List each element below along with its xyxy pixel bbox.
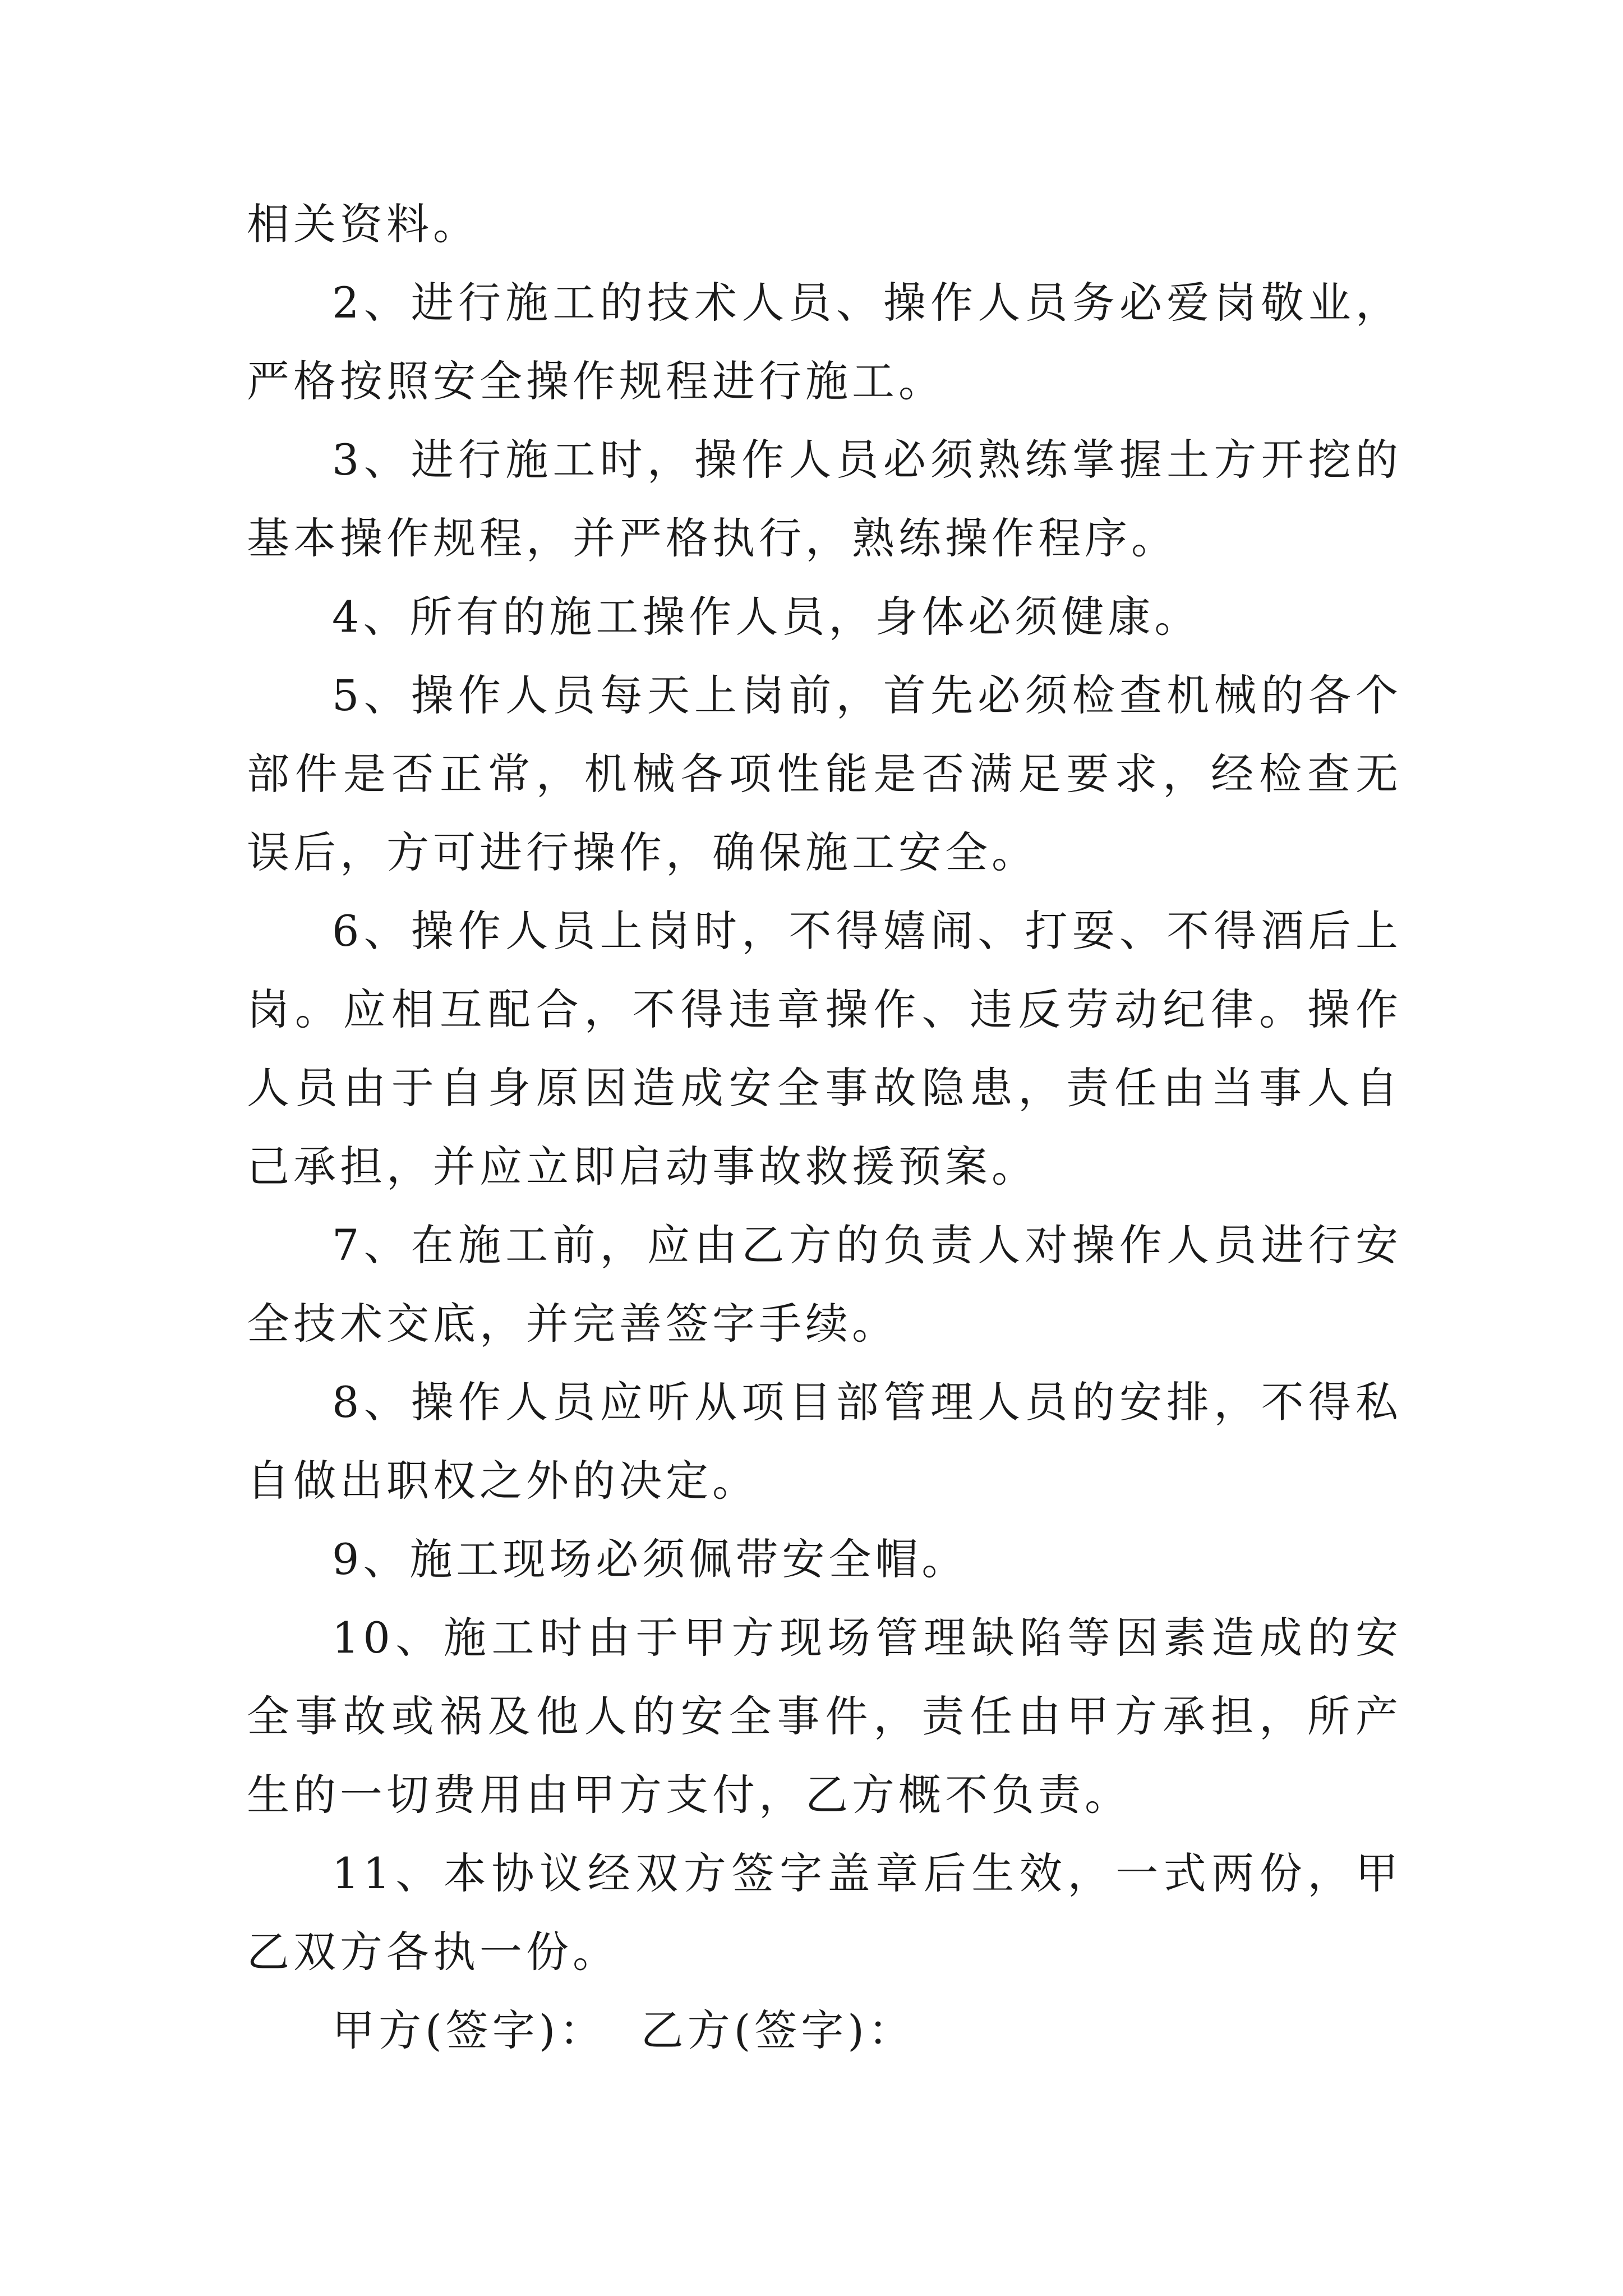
signature-line xyxy=(247,1991,1402,2070)
document-body xyxy=(247,185,1402,2070)
paragraph-item-7: 7、在施工前，应由乙方的负责人对操作人员进行安全技术交底，并完善签字手续。 xyxy=(247,1220,1402,1349)
paragraph-item-5: 5、操作人员每天上岗前，首先必须检查机械的各个部件是否正常，机械各项性能是否满足要求，经检查无误后，方可进行操作，确保施工安全。 xyxy=(247,670,1402,877)
paragraph-item-3: 3、进行施工时，操作人员必须熟练掌握土方开挖的基本操作规程，并严格执行，熟练操作程序。 xyxy=(247,435,1402,563)
paragraph-item-11: 11、本协议经双方签字盖章后生效，一式两份，甲乙双方各执一份。 xyxy=(247,1848,1402,1977)
paragraph-item-6: 6、操作人员上岗时，不得嬉闹、打耍、不得酒后上岗。应相互配合，不得违章操作、违反劳动纪律。操作人员由于自身原因造成安全事故隐患，责任由当事人自己承担，并应立即启动事故救援预案。 xyxy=(247,906,1402,1191)
paragraph-item-8: 8、操作人员应听从项目部管理人员的安排，不得私自做出职权之外的决定。 xyxy=(247,1377,1402,1506)
party-a-signature-label: 甲方(签字)： xyxy=(332,2005,606,2055)
paragraph-continuation: 相关资料。 xyxy=(247,199,479,249)
party-b-signature-label: 乙方(签字)： xyxy=(640,2005,915,2055)
paragraph-item-2: 2、进行施工的技术人员、操作人员务必爱岗敬业，严格按照安全操作规程进行施工。 xyxy=(247,278,1402,406)
paragraph-item-9: 9、施工现场必须佩带安全帽。 xyxy=(332,1534,969,1584)
paragraph-item-4: 4、所有的施工操作人员，身体必须健康。 xyxy=(332,592,1201,642)
paragraph-item-10: 10、施工时由于甲方现场管理缺陷等因素造成的安全事故或祸及他人的安全事件，责任由甲方承担，所产生的一切费用由甲方支付，乙方概不负责。 xyxy=(247,1613,1402,1820)
